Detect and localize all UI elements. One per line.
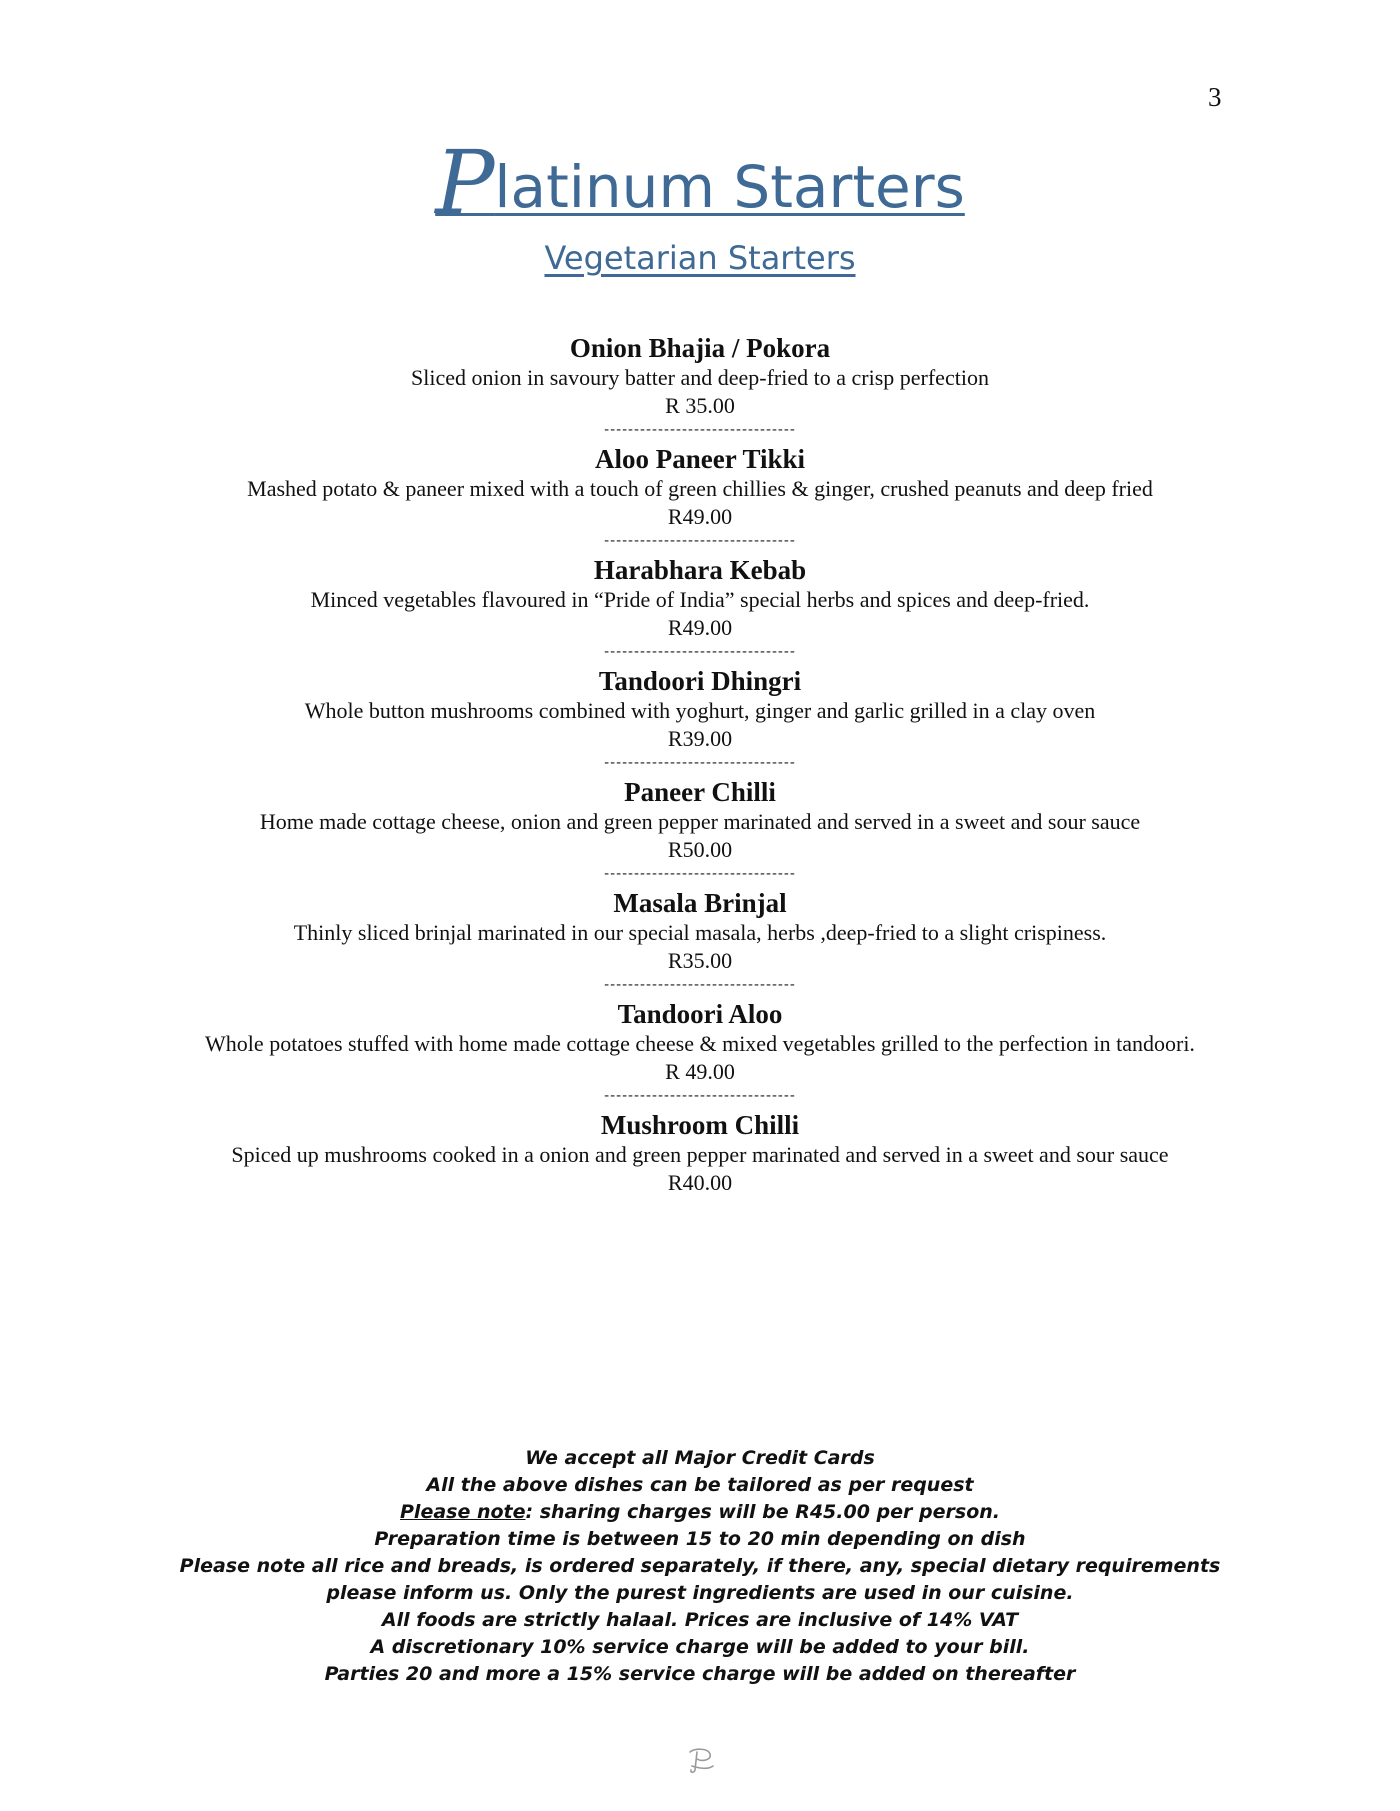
item-name: Tandoori Dhingri <box>598 666 802 696</box>
title-initial: P <box>435 131 495 234</box>
menu-item <box>150 332 1250 420</box>
item-price: R 35.00 <box>665 393 735 418</box>
item-price: R40.00 <box>667 1170 733 1195</box>
separator: -------------------------------- <box>604 1088 796 1103</box>
item-price: R39.00 <box>667 726 733 751</box>
footer-line: All the above dishes can be tailored as per request <box>426 1474 974 1496</box>
page-number: 3 <box>1208 82 1222 112</box>
page-header <box>0 131 1400 278</box>
footer-line: Preparation time is between 15 to 20 min depending on dish <box>374 1528 1026 1550</box>
item-price: R 49.00 <box>665 1059 735 1084</box>
separator: -------------------------------- <box>604 644 796 659</box>
item-name: Onion Bhajia / Pokora <box>569 333 831 363</box>
item-price: R49.00 <box>667 615 733 640</box>
menu-list <box>150 332 1250 1197</box>
item-name: Mushroom Chilli <box>600 1110 800 1140</box>
script-p-logo-icon <box>686 1746 716 1776</box>
item-price: R50.00 <box>667 837 733 862</box>
footer-line: A discretionary 10% service charge will be added to your bill. <box>370 1636 1030 1658</box>
item-description: Thinly sliced brinjal marinated in our special masala, herbs ,deep-fried to a slight crispiness. <box>293 920 1107 945</box>
item-description: Sliced onion in savoury batter and deep-fried to a crisp perfection <box>411 365 989 390</box>
item-description: Minced vegetables flavoured in “Pride of India” special herbs and spices and deep-fried. <box>310 587 1090 612</box>
footer-line: All foods are strictly halaal. Prices are inclusive of 14% VAT <box>381 1609 1019 1631</box>
separator: -------------------------------- <box>604 422 796 437</box>
menu-item <box>150 554 1250 642</box>
section-subtitle: Vegetarian Starters <box>544 239 856 277</box>
item-description: Spiced up mushrooms cooked in a onion and green pepper marinated and served in a sweet and sour sauce <box>231 1142 1169 1167</box>
menu-item <box>150 998 1250 1086</box>
item-name: Aloo Paneer Tikki <box>594 444 806 474</box>
separator: -------------------------------- <box>604 977 796 992</box>
item-price: R35.00 <box>667 948 733 973</box>
footer-line: We accept all Major Credit Cards <box>525 1447 875 1469</box>
item-description: Whole button mushrooms combined with yoghurt, ginger and garlic grilled in a clay oven <box>304 698 1096 723</box>
item-name: Harabhara Kebab <box>593 555 807 585</box>
item-name: Tandoori Aloo <box>617 999 783 1029</box>
item-price: R49.00 <box>667 504 733 529</box>
footer-line-rest: : sharing charges will be R45.00 per person. <box>525 1501 1000 1523</box>
menu-item <box>150 443 1250 531</box>
item-description: Whole potatoes stuffed with home made cottage cheese & mixed vegetables grilled to the perfection in tandoori. <box>205 1031 1195 1056</box>
footer-line: please inform us. Only the purest ingredients are used in our cuisine. <box>326 1582 1074 1604</box>
footer-line <box>150 1499 1250 1526</box>
title-rest: latinum Starters <box>494 153 965 221</box>
item-description: Home made cottage cheese, onion and green pepper marinated and served in a sweet and sour sauce <box>259 809 1141 834</box>
footer-line: Parties 20 and more a 15% service charge will be added on thereafter <box>324 1663 1076 1685</box>
separator: -------------------------------- <box>604 866 796 881</box>
please-note-label: Please note <box>400 1501 526 1523</box>
page-title <box>435 131 965 234</box>
separator: -------------------------------- <box>604 533 796 548</box>
menu-item <box>150 665 1250 753</box>
menu-item <box>150 776 1250 864</box>
menu-item <box>150 1109 1250 1197</box>
item-name: Masala Brinjal <box>613 888 787 918</box>
separator: -------------------------------- <box>604 755 796 770</box>
menu-item <box>150 887 1250 975</box>
item-name: Paneer Chilli <box>624 777 776 807</box>
footer-line: Please note all rice and breads, is ordered separately, if there, any, special dietary requirements <box>179 1555 1221 1577</box>
footer-notes <box>150 1445 1250 1688</box>
item-description: Mashed potato & paneer mixed with a touch of green chillies & ginger, crushed peanuts and deep fried <box>247 476 1153 501</box>
